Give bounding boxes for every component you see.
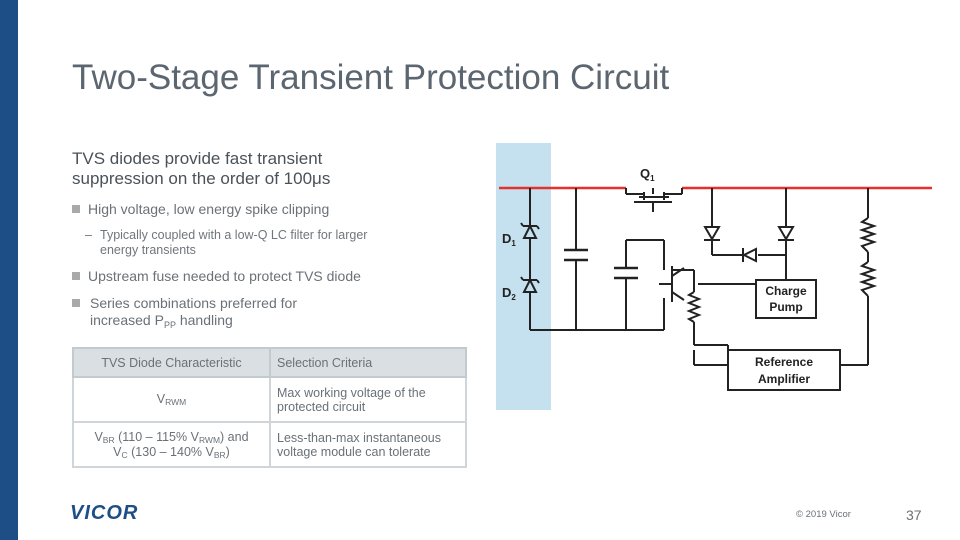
bullet-1-sub (85, 228, 428, 258)
table-cell-characteristic: VBR (110 – 115% VRWM) and VC (130 – 140% VBR) (73, 422, 270, 467)
ref-amp-label-1: Reference (754, 355, 814, 369)
page-number: 37 (906, 507, 922, 523)
protection-circuit-diagram (494, 140, 939, 415)
table-row (73, 377, 466, 422)
bullet-3 (72, 295, 322, 334)
bullet-1-text: High voltage, low energy spike clipping (88, 201, 330, 217)
bullet-square-icon (72, 205, 80, 213)
table-cell-criteria: Less-than-max instantaneous voltage module can tolerate (270, 422, 466, 467)
dash-icon: – (85, 228, 92, 242)
criteria-table (72, 347, 467, 468)
d2-label: $D_2$ (502, 285, 516, 302)
diode-branch-2 (778, 227, 794, 240)
capacitor-2 (614, 268, 638, 278)
table-header-criteria: Selection Criteria (270, 348, 466, 377)
accent-sidebar (0, 0, 18, 540)
diode-branch-1 (704, 227, 720, 240)
ref-amp-label-2: Amplifier (757, 372, 811, 386)
bullet-2 (72, 268, 361, 285)
q1-label: $Q_1$ (640, 166, 655, 183)
diode-horizontal (743, 248, 756, 262)
bullet-square-icon (72, 272, 80, 280)
bullet-2-text: Upstream fuse needed to protect TVS diode (88, 268, 361, 284)
table-cell-characteristic: VRWM (73, 377, 270, 422)
capacitor-1 (564, 250, 588, 260)
bullet-3-text: Series combinations preferred for increased $P_{PP}$ handling (90, 295, 297, 330)
slide-title: Two-Stage Transient Protection Circuit (72, 58, 670, 97)
charge-pump-label-1: Charge (765, 284, 807, 298)
charge-pump-label-2: Pump (769, 300, 803, 314)
copyright: © 2019 Vicor (796, 509, 851, 520)
resistor-gate (689, 292, 699, 322)
transistor (659, 266, 684, 302)
table-header-characteristic: TVS Diode Characteristic (73, 348, 270, 377)
bullet-1 (72, 201, 329, 218)
tvs-band (496, 143, 551, 410)
bullet-square-icon (72, 299, 80, 307)
intro-text: TVS diodes provide fast transient suppression on the order of 100μs (72, 149, 331, 188)
resistor-divider-top (862, 218, 874, 252)
vicor-logo (70, 500, 156, 524)
resistor-divider-bottom (862, 262, 874, 296)
bullet-1-sub-text: Typically coupled with a low-Q LC filter for larger energy transients (100, 228, 368, 257)
svg-text:VICOR: VICOR (70, 502, 139, 524)
d1-label: $D_1$ (502, 231, 516, 248)
table-row (73, 422, 466, 467)
circuit-wires (530, 188, 868, 365)
table-cell-criteria: Max working voltage of the protected circuit (270, 377, 466, 422)
table-header-row (73, 348, 466, 377)
